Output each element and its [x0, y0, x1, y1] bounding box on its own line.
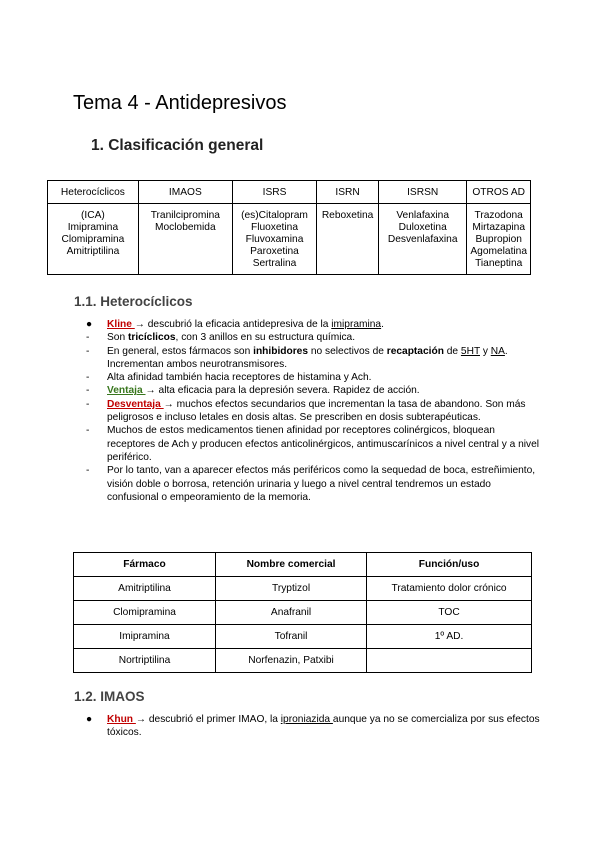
text: aunque ya no se comercializa por sus efectos tóxicos. [107, 714, 540, 739]
table-cell: Tryptizol [215, 577, 366, 601]
list-item [80, 384, 540, 397]
keyword: Kline [107, 319, 135, 330]
bullet-list [80, 318, 540, 504]
dash-icon: - [86, 465, 90, 477]
bullet-dot-icon: ● [86, 714, 93, 725]
text: de [443, 345, 461, 357]
cell-line: (ICA) [81, 210, 105, 221]
link[interactable]: iproniazida [280, 714, 333, 725]
text: En general, estos fármacos son [107, 345, 254, 357]
bold-text: recaptación [386, 345, 444, 357]
text: no selectivos de [308, 345, 387, 357]
table-cell: 1º AD. [367, 625, 532, 649]
header-cell: ISRN [317, 181, 379, 204]
cell-line: Mirtazapina [472, 222, 526, 233]
cell-line: Paroxetina [250, 246, 299, 257]
table-cell [48, 204, 139, 275]
cell-line: (es)Citalopram [241, 210, 308, 221]
cell-line: Venlafaxina [396, 210, 450, 221]
cell-line: Fluvoxamina [245, 234, 304, 245]
section-heading: 1. Clasificación general [91, 137, 264, 154]
text: Muchos de estos medicamentos tienen afinidad por receptores colinérgicos, bloquean receptores de Ach y producen efectos anticolinérgicos, antimuscarínicos a nivel central y a nivel periférico. [107, 425, 540, 463]
cell-line: Tianeptina [475, 258, 523, 269]
cell-line: Agomelatina [470, 246, 527, 257]
list-item [80, 331, 540, 344]
table-cell: Tofranil [215, 625, 366, 649]
text: → descubrió el primer IMAO, la [135, 714, 281, 725]
page-title: Tema 4 - Antidepresivos [73, 92, 287, 114]
table-row [74, 577, 532, 601]
table-header-row [48, 181, 531, 204]
keyword: Khun [107, 714, 136, 725]
bullet-dot-icon: ● [86, 319, 93, 330]
table-cell [317, 204, 379, 275]
text: Son [107, 332, 128, 344]
bullet-list [80, 713, 540, 740]
drugs-table [73, 552, 532, 673]
table-row [74, 625, 532, 649]
cell-line: Trazodona [474, 210, 523, 221]
cell-line: Reboxetina [321, 210, 374, 221]
table-row [48, 204, 531, 275]
cell-line: Moclobemida [155, 222, 216, 233]
table-header-row [74, 553, 532, 577]
list-item [80, 424, 540, 464]
dash-icon: - [86, 385, 90, 397]
table-row [74, 601, 532, 625]
table-row [74, 649, 532, 673]
bold-text: tricíclicos [127, 332, 176, 344]
table-cell [232, 204, 316, 275]
list-item [80, 345, 540, 372]
keyword: Ventaja [107, 385, 146, 397]
header-cell: Heterocíclicos [48, 181, 139, 204]
table-cell: Norfenazin, Patxibi [215, 649, 366, 673]
dash-icon: - [86, 332, 90, 344]
header-cell: Función/uso [367, 553, 532, 577]
dash-icon: - [86, 425, 90, 437]
table-cell [467, 204, 531, 275]
table-cell: Tratamiento dolor crónico [367, 577, 532, 601]
header-cell: OTROS AD [467, 181, 531, 204]
subsection-heading: 1.1. Heterocíclicos [74, 294, 193, 309]
header-cell: Fármaco [74, 553, 216, 577]
cell-line: Clomipramina [61, 234, 125, 245]
keyword: Desventaja [107, 398, 164, 410]
cell-line: Desvenlafaxina [387, 234, 458, 245]
table-cell: TOC [367, 601, 532, 625]
list-item [80, 318, 540, 331]
table-cell: Clomipramina [74, 601, 216, 625]
table-cell: Amitriptilina [74, 577, 216, 601]
cell-line: Fluoxetina [250, 222, 298, 233]
link[interactable]: NA [490, 345, 505, 357]
link[interactable]: 5HT [460, 345, 480, 357]
text: → descubrió la eficacia antidepresiva de la [134, 319, 332, 330]
cell-line: Bupropion [475, 234, 522, 245]
cell-line: Amitriptilina [66, 246, 120, 257]
dash-icon: - [86, 372, 90, 384]
cell-line: Duloxetina [398, 222, 447, 233]
list-item [80, 371, 540, 384]
cell-line: Imipramina [67, 222, 119, 233]
classification-table [47, 180, 531, 275]
header-cell: ISRSN [378, 181, 466, 204]
header-cell: ISRS [232, 181, 316, 204]
text: . [381, 319, 384, 330]
table-cell: Nortriptilina [74, 649, 216, 673]
bold-text: inhibidores [253, 345, 309, 357]
text: , con 3 anillos en su estructura química. [175, 332, 356, 344]
table-cell [138, 204, 232, 275]
header-cell: IMAOS [138, 181, 232, 204]
list-item [80, 713, 540, 740]
header-cell: Nombre comercial [215, 553, 366, 577]
link[interactable]: imipramina [331, 319, 382, 330]
table-cell: Imipramina [74, 625, 216, 649]
cell-line: Sertralina [252, 258, 297, 269]
text: Alta afinidad también hacia receptores de histamina y Ach. [107, 372, 372, 384]
table-cell [378, 204, 466, 275]
text: Por lo tanto, van a aparecer efectos más periféricos como la sequedad de boca, estreñimiento, visión doble o borrosa, retención urinaria y luego a nivel central tendremos un estado confusional o empeoramiento de la memoria. [107, 465, 536, 503]
text: → muchos efectos secundarios que incrementan la tasa de abandono. Son más peligrosos e incluso letales en dosis altas. Se prescriben en dosis subterapéuticas. [107, 398, 526, 424]
dash-icon: - [86, 398, 90, 410]
list-item [80, 464, 540, 504]
dash-icon: - [86, 345, 90, 357]
text: . Incrementan ambos neurotransmisores. [107, 345, 508, 370]
table-cell [367, 649, 532, 673]
cell-line: Tranilcipromina [150, 210, 220, 221]
text: y [479, 345, 491, 357]
text: → alta eficacia para la depresión severa. Rapidez de acción. [145, 385, 420, 397]
subsection-heading: 1.2. IMAOS [74, 689, 145, 704]
table-cell: Anafranil [215, 601, 366, 625]
list-item [80, 398, 540, 425]
